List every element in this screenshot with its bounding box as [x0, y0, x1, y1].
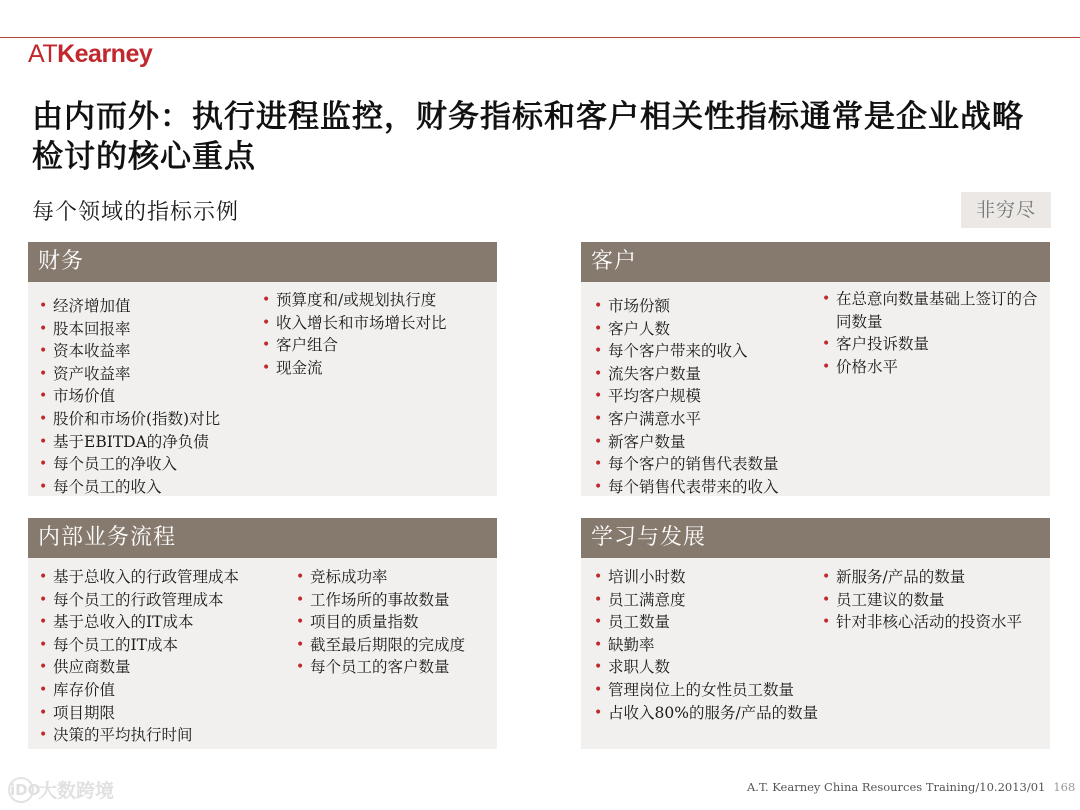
list-item	[594, 566, 818, 589]
bullet-icon: •	[594, 614, 603, 631]
list-item	[39, 589, 239, 612]
list-item-text: 市场价值	[53, 387, 116, 406]
list-item	[594, 476, 779, 499]
list-item	[39, 385, 220, 408]
bullet-icon: •	[39, 478, 48, 495]
bullet-icon: •	[39, 298, 48, 314]
bullet-icon: •	[822, 614, 831, 631]
learning-list-right	[822, 566, 1042, 634]
bullet-icon: •	[594, 681, 603, 698]
list-item	[39, 656, 239, 679]
list-item-text: 员工建议的数量	[836, 590, 945, 609]
list-item-text: 库存价值	[53, 680, 116, 699]
bullet-icon: •	[594, 343, 603, 360]
list-item	[594, 340, 779, 363]
slide-subtitle: 每个领域的指标示例	[32, 200, 240, 225]
bullet-icon: •	[39, 388, 48, 405]
bullet-icon: •	[594, 591, 603, 608]
list-item	[822, 566, 1042, 589]
bullet-icon: •	[594, 388, 603, 405]
bullet-icon: •	[822, 291, 831, 307]
list-item-text: 每个员工的IT成本	[53, 635, 178, 654]
bullet-icon: •	[296, 614, 305, 631]
list-item	[296, 589, 465, 612]
bullet-icon: •	[296, 591, 305, 608]
list-item	[594, 702, 818, 725]
panel-internal-process	[28, 518, 497, 749]
bullet-icon: •	[296, 659, 305, 676]
panel-internal-process-header: 内部业务流程	[28, 518, 497, 558]
list-item	[39, 702, 239, 725]
process-list-right	[296, 566, 465, 679]
bullet-icon: •	[594, 659, 603, 676]
list-item-text: 新服务/产品的数量	[836, 568, 966, 586]
list-item-text: 决策的平均执行时间	[53, 726, 193, 745]
panel-learning	[581, 518, 1050, 749]
list-item	[39, 724, 239, 747]
watermark-logo-icon: iDO	[8, 777, 34, 803]
list-item	[594, 363, 779, 386]
list-item-text: 供应商数量	[53, 658, 131, 677]
list-item	[39, 363, 220, 386]
list-item-text: 竞标成功率	[310, 568, 388, 586]
bullet-icon: •	[39, 410, 48, 427]
list-item	[39, 295, 220, 318]
bullet-icon: •	[594, 433, 603, 450]
list-item-text: 员工满意度	[608, 590, 686, 609]
list-item-text: 每个员工的客户数量	[310, 658, 450, 677]
list-item-text: 工作场所的事故数量	[310, 590, 450, 609]
list-item-text: 股本回报率	[53, 319, 131, 338]
list-item	[822, 288, 1042, 333]
bullet-icon: •	[39, 569, 48, 585]
panel-finance-header: 财务	[28, 242, 497, 282]
watermark	[8, 776, 114, 803]
list-item	[594, 385, 779, 408]
finance-list-right	[262, 289, 447, 379]
list-item	[822, 356, 1042, 379]
list-item-text: 基于总收入的行政管理成本	[53, 568, 240, 586]
list-item	[822, 611, 1042, 634]
list-item-text: 针对非核心活动的投资水平	[836, 613, 1023, 632]
bullet-icon: •	[594, 478, 603, 495]
list-item-text: 员工数量	[608, 613, 671, 632]
bullet-icon: •	[822, 358, 831, 375]
non-exhaustive-tag: 非穷尽	[961, 192, 1051, 228]
top-rule	[0, 37, 1080, 38]
panel-learning-header: 学习与发展	[581, 518, 1050, 558]
list-item-text: 价格水平	[836, 357, 899, 376]
bullet-icon: •	[39, 681, 48, 698]
customer-list-right	[822, 288, 1042, 378]
list-item-text: 客户满意水平	[608, 409, 702, 428]
list-item-text: 求职人数	[608, 658, 671, 677]
list-item	[39, 408, 220, 431]
bullet-icon: •	[594, 704, 603, 721]
bullet-icon: •	[594, 410, 603, 427]
list-item	[296, 611, 465, 634]
bullet-icon: •	[296, 569, 305, 585]
bullet-icon: •	[39, 456, 48, 473]
bullet-icon: •	[262, 292, 271, 308]
list-item-text: 管理岗位上的女性员工数量	[608, 680, 795, 699]
panel-finance	[28, 242, 497, 496]
list-item	[262, 357, 447, 380]
list-item	[594, 656, 818, 679]
list-item-text: 缺勤率	[608, 635, 655, 654]
list-item-text: 资本收益率	[53, 342, 131, 361]
bullet-icon: •	[39, 704, 48, 721]
list-item-text: 收入增长和市场增长对比	[276, 313, 447, 332]
list-item	[39, 453, 220, 476]
list-item-text: 每个员工的行政管理成本	[53, 590, 224, 609]
list-item	[822, 589, 1042, 612]
list-item-text: 截至最后期限的完成度	[310, 635, 466, 654]
bullet-icon: •	[822, 569, 831, 585]
bullet-icon: •	[39, 320, 48, 337]
process-list-left	[39, 566, 239, 747]
list-item-text: 培训小时数	[608, 568, 686, 586]
customer-list-left	[594, 295, 779, 498]
panel-customer-header: 客户	[581, 242, 1050, 282]
list-item	[296, 634, 465, 657]
bullet-icon: •	[39, 433, 48, 450]
bullet-icon: •	[39, 343, 48, 360]
list-item	[39, 679, 239, 702]
bullet-icon: •	[39, 365, 48, 382]
bullet-icon: •	[262, 359, 271, 376]
list-item-text: 经济增加值	[53, 297, 131, 315]
footer-text: A.T. Kearney China Resources Training/10.2013/01	[747, 780, 1046, 794]
list-item	[594, 611, 818, 634]
list-item-text: 预算度和/或规划执行度	[276, 291, 437, 309]
list-item	[39, 476, 220, 499]
list-item	[296, 656, 465, 679]
list-item	[822, 333, 1042, 356]
list-item-text: 每个客户带来的收入	[608, 342, 748, 361]
list-item-text: 新客户数量	[608, 432, 686, 451]
list-item-text: 客户人数	[608, 319, 671, 338]
bullet-icon: •	[594, 320, 603, 337]
list-item	[39, 611, 239, 634]
list-item-text: 每个员工的收入	[53, 477, 162, 496]
bullet-icon: •	[39, 614, 48, 631]
panel-customer	[581, 242, 1050, 496]
bullet-icon: •	[594, 456, 603, 473]
list-item	[594, 634, 818, 657]
list-item-text: 项目期限	[53, 703, 116, 722]
list-item-text: 占收入80%的服务/产品的数量	[608, 703, 819, 722]
list-item	[594, 408, 779, 431]
list-item-text: 现金流	[276, 358, 323, 377]
page-number: 168	[1053, 780, 1076, 794]
list-item-text: 在总意向数量基础上签订的合同数量	[836, 290, 1038, 331]
list-item-text: 客户组合	[276, 336, 339, 355]
bullet-icon: •	[594, 298, 603, 314]
company-logo: ATKearney	[28, 40, 153, 68]
bullet-icon: •	[39, 636, 48, 653]
list-item	[594, 431, 779, 454]
list-item-text: 平均客户规模	[608, 387, 702, 406]
list-item	[262, 334, 447, 357]
list-item-text: 股价和市场价(指数)对比	[53, 409, 221, 428]
list-item-text: 基于总收入的IT成本	[53, 613, 194, 632]
bullet-icon: •	[594, 636, 603, 653]
bullet-icon: •	[822, 591, 831, 608]
list-item-text: 项目的质量指数	[310, 613, 419, 632]
finance-list-left	[39, 295, 220, 498]
list-item	[262, 289, 447, 312]
bullet-icon: •	[822, 336, 831, 353]
bullet-icon: •	[39, 659, 48, 676]
list-item	[39, 340, 220, 363]
list-item	[39, 318, 220, 341]
list-item-text: 客户投诉数量	[836, 335, 930, 354]
list-item	[594, 679, 818, 702]
list-item-text: 市场份额	[608, 297, 671, 315]
list-item	[262, 312, 447, 335]
bullet-icon: •	[594, 569, 603, 585]
list-item	[39, 566, 239, 589]
list-item-text: 基于EBITDA的净负债	[53, 432, 209, 451]
bullet-icon: •	[39, 591, 48, 608]
list-item	[39, 634, 239, 657]
watermark-text: 大数跨境	[38, 780, 115, 802]
list-item-text: 流失客户数量	[608, 364, 702, 383]
list-item-text: 资产收益率	[53, 364, 131, 383]
list-item	[39, 431, 220, 454]
bullet-icon: •	[262, 337, 271, 354]
bullet-icon: •	[262, 314, 271, 331]
list-item	[594, 318, 779, 341]
list-item	[594, 589, 818, 612]
list-item	[594, 453, 779, 476]
list-item	[594, 295, 779, 318]
list-item-text: 每个销售代表带来的收入	[608, 477, 779, 496]
bullet-icon: •	[296, 636, 305, 653]
slide-title: 由内而外：执行进程监控，财务指标和客户相关性指标通常是企业战略检讨的核心重点	[32, 99, 1024, 175]
learning-list-left	[594, 566, 818, 724]
bullet-icon: •	[594, 365, 603, 382]
footer	[747, 780, 1075, 794]
list-item-text: 每个客户的销售代表数量	[608, 455, 779, 474]
bullet-icon: •	[39, 727, 48, 744]
list-item-text: 每个员工的净收入	[53, 455, 178, 474]
list-item	[296, 566, 465, 589]
